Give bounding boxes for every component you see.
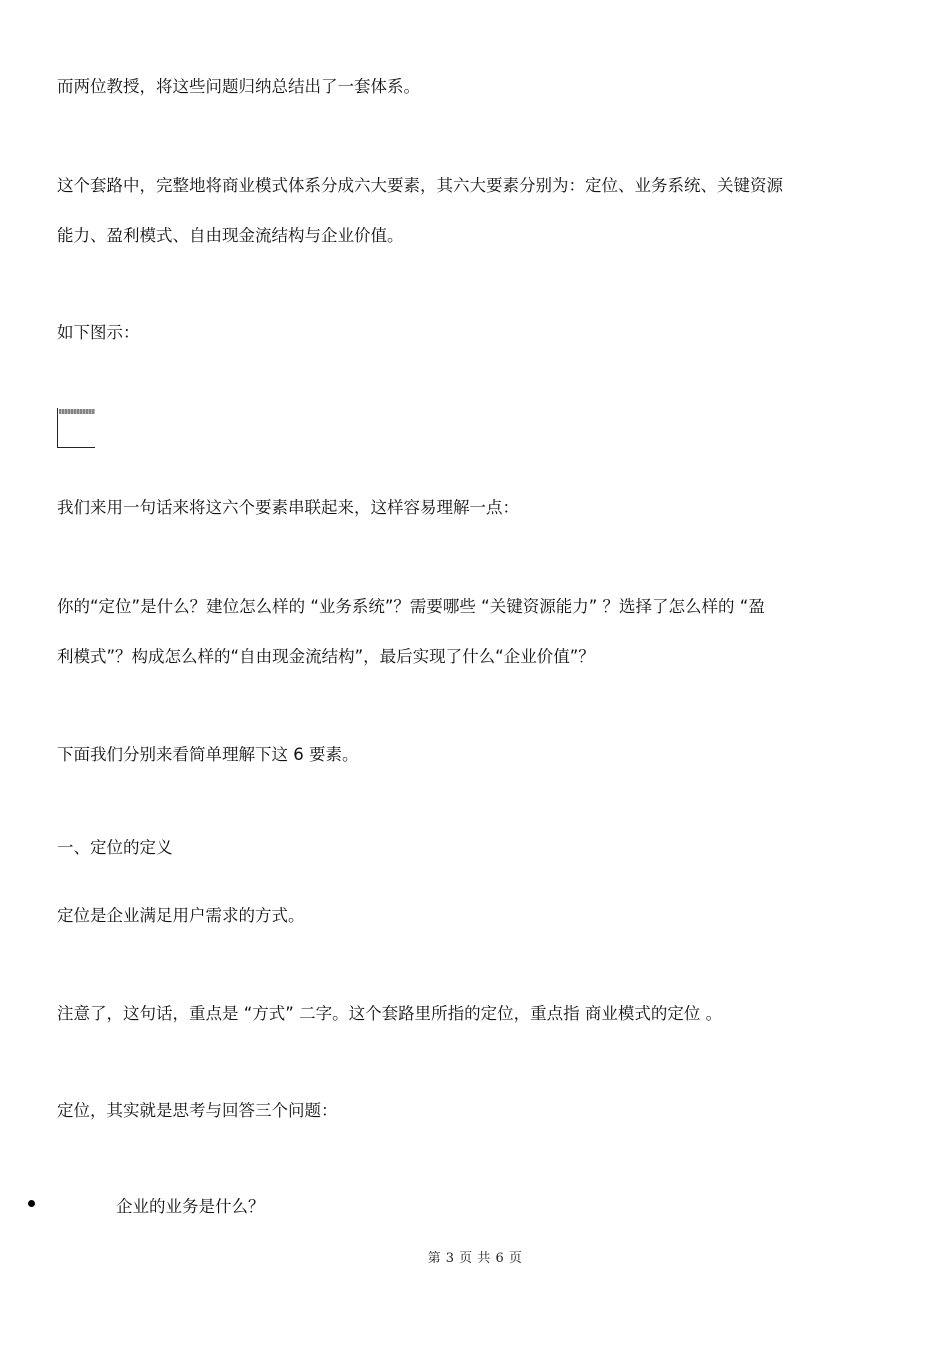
bullet-list-item xyxy=(28,1196,628,1220)
paragraph: 下面我们分别来看简单理解下这 6 要素。 xyxy=(57,745,359,764)
paragraph: 利模式”？构成怎么样的“自由现金流结构”，最后实现了什么“企业价值”？ xyxy=(57,647,595,666)
paragraph: 如下图示： xyxy=(57,323,140,342)
paragraph: 我们来用一句话来将这六个要素串联起来，这样容易理解一点： xyxy=(57,498,519,517)
paragraph: 能力、盈利模式、自由现金流结构与企业价值。 xyxy=(57,226,404,245)
bullet-text: 企业的业务是什么？ xyxy=(116,1197,265,1216)
paragraph: 定位，其实就是思考与回答三个问题： xyxy=(57,1101,338,1120)
bullet-icon xyxy=(28,1200,35,1207)
paragraph: 定位是企业满足用户需求的方式。 xyxy=(57,906,305,925)
paragraph: 而两位教授，将这些问题归纳总结出了一套体系。 xyxy=(57,77,420,96)
figure-thumbnail xyxy=(57,408,95,448)
paragraph: 你的“定位”是什么？建位怎么样的 “业务系统”？需要哪些 “关键资源能力” ？选择了怎么样的 “盈 xyxy=(57,597,765,616)
figure-thumbnail-image xyxy=(59,409,95,414)
page-footer: 第 3 页 共 6 页 xyxy=(427,1251,523,1266)
paragraph: 注意了，这句话，重点是 “方式” 二字。这个套路里所指的定位，重点指 商业模式的定位 。 xyxy=(57,1004,723,1023)
paragraph: 这个套路中，完整地将商业模式体系分成六大要素，其六大要素分别为：定位、业务系统、关键资源 xyxy=(57,176,783,195)
section-heading: 一、定位的定义 xyxy=(57,838,173,857)
